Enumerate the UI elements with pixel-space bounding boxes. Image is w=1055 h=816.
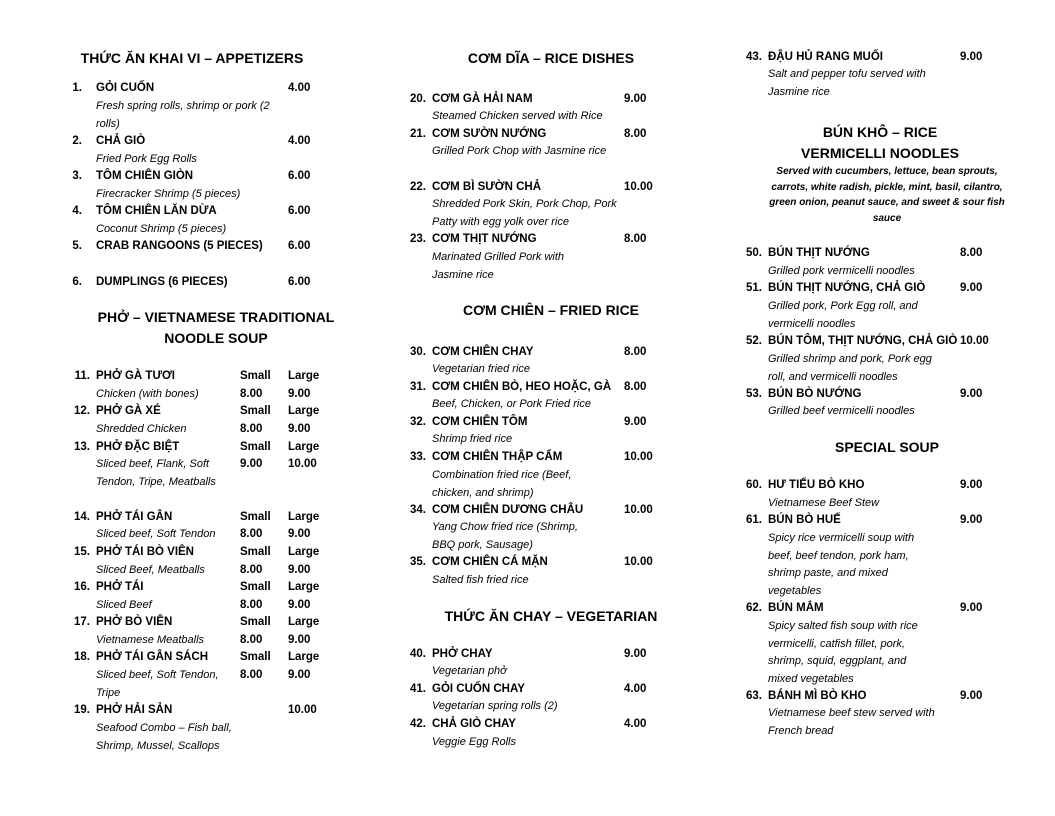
small-label: Small (240, 546, 271, 558)
large-price: 9.00 (288, 388, 311, 400)
item-number: 2. (72, 135, 82, 147)
item-description: Chicken (with bones) (96, 388, 199, 400)
item-name: CƠM THỊT NƯỚNG (432, 233, 537, 245)
item-name: CƠM GÀ HẢI NAM (432, 93, 533, 105)
large-price: 9.00 (288, 528, 311, 540)
item-description: Grilled beef vermicelli noodles (768, 405, 915, 417)
item-number: 14. (74, 511, 90, 523)
item-price: 8.00 (624, 381, 647, 393)
item-number: 12. (74, 405, 90, 417)
item-number: 1. (72, 82, 82, 94)
small-price: 8.00 (240, 564, 263, 576)
item-description: Sliced beef, Flank, Soft Tendon, Tripe, Meatballs (96, 458, 216, 488)
item-description: Shredded Chicken (96, 423, 187, 435)
item-number: 30. (410, 346, 426, 358)
item-description: Coconut Shrimp (5 pieces) (96, 223, 227, 235)
item-description: Sliced beef, Soft Tendon (96, 528, 216, 540)
item-description: Vegetarian fried rice (432, 363, 531, 375)
item-description: Sliced Beef, Meatballs (96, 564, 205, 576)
item-price: 4.00 (288, 135, 311, 147)
item-name: BÚN THỊT NƯỚNG, CHẢ GIÒ (768, 282, 926, 294)
item-name: CƠM CHIÊN CHAY (432, 346, 534, 358)
item-description: Grilled pork, Pork Egg roll, and vermicelli noodles (768, 300, 918, 330)
item-name: PHỞ BÒ VIÊN (96, 616, 173, 628)
item-number: 13. (74, 441, 90, 453)
item-name: CƠM CHIÊN DƯƠNG CHÂU (432, 504, 584, 516)
large-label: Large (288, 370, 320, 382)
item-name: PHỞ GÀ TƯƠI (96, 370, 175, 382)
item-name: BÚN THỊT NƯỚNG (768, 247, 870, 259)
item-description: Seafood Combo – Fish ball, Shrimp, Mussel, Scallops (96, 722, 232, 752)
bun-title: BÚN KHÔ – RICE VERMICELLI NOODLES (801, 124, 959, 161)
item-description: Yang Chow fried rice (Shrimp, BBQ pork, Sausage) (432, 521, 578, 551)
item-number: 22. (410, 181, 426, 193)
small-price: 9.00 (240, 458, 263, 470)
rice-title: CƠM DĨA – RICE DISHES (467, 50, 635, 66)
item-description: Sliced Beef (96, 599, 152, 611)
item-price: 4.00 (624, 683, 647, 695)
item-name: PHỞ TÁI GÂN (96, 511, 173, 523)
item-number: 34. (410, 504, 426, 516)
item-description: Grilled shrimp and pork, Pork egg roll, and vermicelli noodles (768, 353, 932, 383)
item-number: 4. (72, 205, 82, 217)
item-price: 6.00 (288, 276, 311, 288)
item-price: 6.00 (288, 205, 311, 217)
item-number: 33. (410, 451, 426, 463)
item-number: 21. (410, 128, 426, 140)
item-price: 8.00 (624, 128, 647, 140)
item-name: TÔM CHIÊN GIÒN (96, 170, 194, 182)
item-description: Vegetarian phở (432, 665, 507, 677)
item-price: 4.00 (624, 718, 647, 730)
item-name: CƠM CHIÊN TÔM (432, 416, 528, 428)
item-price: 9.00 (960, 51, 983, 63)
large-label: Large (288, 616, 320, 628)
item-price: 10.00 (624, 451, 653, 463)
item-description: Beef, Chicken, or Pork Fried rice (432, 398, 591, 410)
item-name: PHỞ ĐẶC BIỆT (96, 441, 180, 453)
item-price: 6.00 (288, 240, 311, 252)
item-number: 5. (72, 240, 82, 252)
item-description: Vegetarian spring rolls (2) (432, 700, 558, 712)
item-name: BÚN BÒ NƯỚNG (768, 388, 862, 400)
item-name: CƠM CHIÊN CÁ MẶN (432, 556, 548, 568)
item-price: 9.00 (960, 602, 983, 614)
item-name: CRAB RANGOONS (5 PIECES) (96, 240, 263, 252)
item-number: 41. (410, 683, 426, 695)
appetizers-title: THỨC ĂN KHAI VI – APPETIZERS (80, 50, 304, 66)
item-name: CƠM SƯỜN NƯỚNG (432, 128, 547, 140)
small-price: 8.00 (240, 528, 263, 540)
item-number: 19. (74, 704, 90, 716)
item-price: 10.00 (624, 504, 653, 516)
item-number: 52. (746, 335, 762, 347)
item-name: BÚN BÒ HUẾ (768, 514, 841, 526)
small-price: 8.00 (240, 388, 263, 400)
item-number: 53. (746, 388, 762, 400)
item-description: Fresh spring rolls, shrimp or pork (2 rolls) (96, 100, 270, 130)
large-label: Large (288, 546, 320, 558)
item-name: DUMPLINGS (6 PIECES) (96, 276, 228, 288)
item-description: Veggie Egg Rolls (432, 736, 516, 748)
item-number: 3. (72, 170, 82, 182)
item-number: 32. (410, 416, 426, 428)
pho-title: PHỞ – VIETNAMESE TRADITIONAL NOODLE SOUP (97, 309, 335, 346)
item-price: 10.00 (624, 556, 653, 568)
item-description: Vietnamese beef stew served with French bread (768, 707, 935, 737)
large-label: Large (288, 405, 320, 417)
item-name: CƠM CHIÊN BÒ, HEO HOẶC, GÀ (432, 381, 612, 393)
item-name: CHẢ GIÒ (96, 135, 146, 147)
large-price: 9.00 (288, 634, 311, 646)
item-price: 4.00 (288, 82, 311, 94)
item-number: 15. (74, 546, 90, 558)
item-description: Combination fried rice (Beef, chicken, and shrimp) (432, 469, 572, 499)
item-price: 8.00 (624, 346, 647, 358)
item-description: Sliced beef, Soft Tendon, Tripe (96, 669, 219, 699)
small-label: Small (240, 370, 271, 382)
large-price: 9.00 (288, 564, 311, 576)
item-description: Spicy rice vermicelli soup with beef, beef tendon, pork ham, shrimp paste, and mixed vegetables (768, 532, 915, 597)
large-price: 9.00 (288, 423, 311, 435)
item-price: 10.00 (288, 704, 317, 716)
small-price: 8.00 (240, 634, 263, 646)
item-price: 9.00 (624, 416, 647, 428)
item-price: 9.00 (960, 388, 983, 400)
item-name: PHỞ GÀ XÉ (96, 405, 161, 417)
small-label: Small (240, 651, 271, 663)
item-description: Shredded Pork Skin, Pork Chop, Pork Patty with egg yolk over rice (432, 198, 617, 228)
item-number: 43. (746, 51, 762, 63)
item-description: Firecracker Shrimp (5 pieces) (96, 188, 241, 200)
item-number: 40. (410, 648, 426, 660)
item-number: 63. (746, 690, 762, 702)
item-number: 17. (74, 616, 90, 628)
small-price: 8.00 (240, 669, 263, 681)
item-name: CƠM BÌ SƯỜN CHẢ (432, 181, 542, 193)
vegetarian-title: THỨC ĂN CHAY – VEGETARIAN (444, 608, 658, 624)
item-name: PHỞ TÁI (96, 581, 144, 593)
item-name: CHẢ GIÒ CHAY (432, 718, 516, 730)
item-description: Vietnamese Beef Stew (768, 497, 880, 509)
item-name: CƠM CHIÊN THẬP CẨM (432, 451, 563, 463)
item-price: 6.00 (288, 170, 311, 182)
item-price: 9.00 (960, 514, 983, 526)
item-description: Steamed Chicken served with Rice (432, 110, 603, 122)
item-number: 62. (746, 602, 762, 614)
large-price: 9.00 (288, 669, 311, 681)
large-price: 10.00 (288, 458, 317, 470)
item-name: PHỞ TÁI GÂN SÁCH (96, 651, 209, 663)
item-price: 9.00 (960, 282, 983, 294)
item-description: Marinated Grilled Pork with Jasmine rice (432, 251, 565, 281)
item-name: ĐẬU HỦ RANG MUỐI (768, 51, 883, 63)
item-description: Shrimp fried rice (432, 433, 513, 445)
item-number: 11. (74, 370, 90, 382)
item-name: BÁNH MÌ BÒ KHO (768, 690, 867, 702)
small-label: Small (240, 581, 271, 593)
item-description: Salted fish fried rice (432, 574, 529, 586)
large-label: Large (288, 651, 320, 663)
item-price: 9.00 (624, 648, 647, 660)
item-name: PHỞ TÁI BÒ VIÊN (96, 546, 194, 558)
item-price: 9.00 (624, 93, 647, 105)
small-label: Small (240, 616, 271, 628)
item-description: Spicy salted fish soup with rice vermicelli, catfish fillet, pork, shrimp, squid, eggplant, and mixed vegetables (768, 620, 918, 685)
item-price: 8.00 (960, 247, 983, 259)
item-name: GỎI CUỐN (96, 82, 155, 94)
small-price: 8.00 (240, 423, 263, 435)
item-number: 20. (410, 93, 426, 105)
item-name: PHỞ HẢI SẢN (96, 704, 173, 716)
small-price: 8.00 (240, 599, 263, 611)
item-name: GỎI CUỐN CHAY (432, 683, 525, 695)
item-price: 9.00 (960, 690, 983, 702)
item-name: PHỞ CHAY (432, 648, 493, 660)
item-description: Grilled pork vermicelli noodles (768, 265, 915, 277)
item-number: 31. (410, 381, 426, 393)
item-description: Salt and pepper tofu served with Jasmine rice (768, 68, 926, 98)
large-price: 9.00 (288, 599, 311, 611)
small-label: Small (240, 441, 271, 453)
item-name: BÚN TÔM, THỊT NƯỚNG, CHẢ GIÒ (768, 335, 958, 347)
item-number: 42. (410, 718, 426, 730)
soup-title: SPECIAL SOUP (835, 439, 939, 455)
item-price: 10.00 (624, 181, 653, 193)
item-price: 10.00 (960, 335, 989, 347)
fried-rice-title: CƠM CHIÊN – FRIED RICE (462, 302, 640, 318)
item-number: 60. (746, 479, 762, 491)
item-number: 6. (72, 276, 82, 288)
item-number: 51. (746, 282, 762, 294)
item-description: Fried Pork Egg Rolls (96, 153, 197, 165)
item-number: 35. (410, 556, 426, 568)
item-number: 23. (410, 233, 426, 245)
large-label: Large (288, 581, 320, 593)
large-label: Large (288, 511, 320, 523)
bun-subtitle: Served with cucumbers, lettuce, bean sprouts, carrots, white radish, pickle, mint, basil, cilantro, green onion, peanut sauce, and sweet & sour fish sauce (769, 166, 1005, 224)
item-name: TÔM CHIÊN LĂN DỪA (96, 205, 217, 217)
item-name: BÚN MẮM (768, 602, 824, 614)
small-label: Small (240, 405, 271, 417)
item-number: 50. (746, 247, 762, 259)
item-number: 18. (74, 651, 90, 663)
item-price: 8.00 (624, 233, 647, 245)
item-description: Vietnamese Meatballs (96, 634, 205, 646)
item-price: 9.00 (960, 479, 983, 491)
small-label: Small (240, 511, 271, 523)
large-label: Large (288, 441, 320, 453)
item-name: HƯ TIẾU BÒ KHO (768, 479, 865, 491)
item-number: 61. (746, 514, 762, 526)
item-number: 16. (74, 581, 90, 593)
item-description: Grilled Pork Chop with Jasmine rice (432, 145, 607, 157)
